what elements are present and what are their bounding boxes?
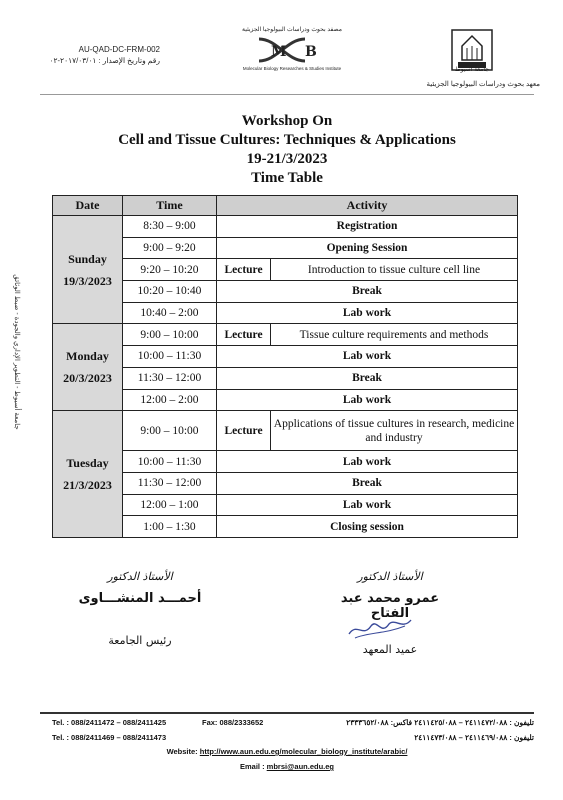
signature-title: الأستاذ الدكتور xyxy=(107,570,173,583)
signature-role: عميد المعهد xyxy=(362,643,418,656)
time-cell: 9:00 – 9:20 xyxy=(123,237,217,259)
footer-tel-2-ar: تليفون : ٢٤١١٤٦٩/٠٨٨ – ٢٤١١٤٧٣/٠٨٨ xyxy=(414,733,534,742)
activity-cell: Lab work xyxy=(217,389,518,411)
title-line-1: Workshop On xyxy=(241,113,333,129)
footer-divider xyxy=(40,712,534,714)
table-row xyxy=(53,237,518,259)
signature-role: رئيس الجامعة xyxy=(108,634,172,647)
time-cell: 10:20 – 10:40 xyxy=(123,281,217,303)
table-row xyxy=(53,389,518,411)
svg-text:B: B xyxy=(305,44,317,60)
website-link[interactable]: http://www.aun.edu.eg/molecular_biology_institute/arabic/ xyxy=(199,747,408,756)
time-cell: 10:00 – 11:30 xyxy=(123,346,217,368)
signature-name: عمرو محمد عبد الفتاح xyxy=(340,591,440,621)
session-type-cell: Lecture xyxy=(217,259,271,281)
time-cell: 9:20 – 10:20 xyxy=(123,259,217,281)
signature-block-president xyxy=(70,570,210,647)
time-cell: 12:00 – 1:00 xyxy=(123,494,217,516)
footer-tel-1-ar: تليفون : ٢٤١١٤٧٢/٠٨٨ – ٢٤١١٤٢٥/٠٨٨ فاكس: ٢٣٣٣٦٥٢/٠٨٨ xyxy=(346,718,534,727)
table-row xyxy=(53,346,518,368)
activity-cell: Break xyxy=(217,281,518,303)
time-cell: 9:00 – 10:00 xyxy=(123,411,217,451)
activity-cell: Registration xyxy=(217,216,518,238)
activity-cell: Break xyxy=(217,472,518,494)
table-row xyxy=(53,302,518,324)
website-label: Website: xyxy=(166,747,200,756)
day-date: 19/3/2023 xyxy=(63,273,112,288)
time-cell: 12:00 – 2:00 xyxy=(123,389,217,411)
header-divider xyxy=(40,94,534,95)
time-cell: 1:00 – 1:30 xyxy=(123,516,217,538)
dna-logo-icon xyxy=(257,35,327,65)
time-cell: 9:00 – 10:00 xyxy=(123,324,217,346)
table-row xyxy=(53,281,518,303)
activity-cell: Lab work xyxy=(217,346,518,368)
table-row xyxy=(53,516,518,538)
day-name: Tuesday xyxy=(66,456,109,471)
center-name-ar: مصفد بحوث ودراسات البيولوجيا الجزيئية xyxy=(242,27,342,33)
activity-cell: Lab work xyxy=(217,494,518,516)
day-date: 20/3/2023 xyxy=(63,371,112,386)
document-title xyxy=(40,112,534,188)
table-row xyxy=(53,451,518,473)
activity-cell: Tissue culture requirements and methods xyxy=(271,324,518,346)
header-activity: Activity xyxy=(217,196,518,216)
timetable xyxy=(52,195,518,538)
table-row xyxy=(53,324,518,346)
email-link[interactable]: mbrsi@aun.edu.eg xyxy=(266,762,334,771)
activity-cell: Lab work xyxy=(217,451,518,473)
side-note xyxy=(8,270,22,440)
day-cell-tuesday xyxy=(53,411,123,538)
form-code-block xyxy=(40,44,160,66)
activity-cell: Opening Session xyxy=(217,237,518,259)
signature-name: أحمـــد المنشـــاوى xyxy=(78,591,202,606)
title-line-2: Cell and Tissue Cultures: Techniques & Applications xyxy=(118,132,456,148)
table-row xyxy=(53,472,518,494)
time-cell: 8:30 – 9:00 xyxy=(123,216,217,238)
header-time: Time xyxy=(123,196,217,216)
footer-website xyxy=(40,747,534,756)
footer-fax: Fax: 088/2333652 xyxy=(202,718,264,727)
issue-date-ar: رقم وتاريخ الإصدار : ٢٠١٧/٠٣/٠١-٠٢ xyxy=(49,56,160,65)
email-label: Email : xyxy=(239,762,267,771)
institute-name-ar: معهد بحوث ودراسات البيولوجيا الجزيئية xyxy=(426,81,540,88)
footer-tel-2: Tel. : 088/2411469 – 088/2411473 xyxy=(52,733,167,742)
university-logo-text: جامعة أسيوط xyxy=(455,66,489,73)
day-name: Monday xyxy=(66,349,109,364)
center-name-en: Molecular Biology Researches & Studies Institute xyxy=(242,66,342,71)
header-date: Date xyxy=(53,196,123,216)
title-line-3: 19-21/3/2023 xyxy=(246,151,328,167)
title-line-4: Time Table xyxy=(251,170,323,186)
activity-cell: Break xyxy=(217,367,518,389)
table-row xyxy=(53,494,518,516)
table-row xyxy=(53,259,518,281)
form-code: AU-QAD-DC-FRM-002 xyxy=(78,45,160,54)
activity-cell: Applications of tissue cultures in research, medicine and industry xyxy=(271,411,518,451)
table-row xyxy=(53,367,518,389)
session-type-cell: Lecture xyxy=(217,411,271,451)
signature-title: الأستاذ الدكتور xyxy=(357,570,423,583)
time-cell: 10:40 – 2:00 xyxy=(123,302,217,324)
footer-email xyxy=(40,762,534,771)
activity-cell: Lab work xyxy=(217,302,518,324)
session-type-cell: Lecture xyxy=(217,324,271,346)
handwritten-signature-icon xyxy=(345,612,415,642)
day-cell-monday xyxy=(53,324,123,411)
day-name: Sunday xyxy=(68,251,107,266)
activity-cell: Introduction to tissue culture cell line xyxy=(271,259,518,281)
footer-tel-1: Tel. : 088/2411472 – 088/2411425 xyxy=(52,718,167,727)
svg-text:M: M xyxy=(271,44,287,60)
activity-cell: Closing session xyxy=(217,516,518,538)
time-cell: 11:30 – 12:00 xyxy=(123,367,217,389)
day-date: 21/3/2023 xyxy=(63,478,112,493)
time-cell: 10:00 – 11:30 xyxy=(123,451,217,473)
time-cell: 11:30 – 12:00 xyxy=(123,472,217,494)
side-note-text: جامعة أسيوط - التطوير الإداري والجودة - ضبط الوثائق xyxy=(13,274,20,430)
table-header-row xyxy=(53,196,518,216)
table-row xyxy=(53,216,518,238)
table-row xyxy=(53,411,518,451)
day-cell-sunday xyxy=(53,216,123,324)
institute-logo-block xyxy=(232,26,352,71)
